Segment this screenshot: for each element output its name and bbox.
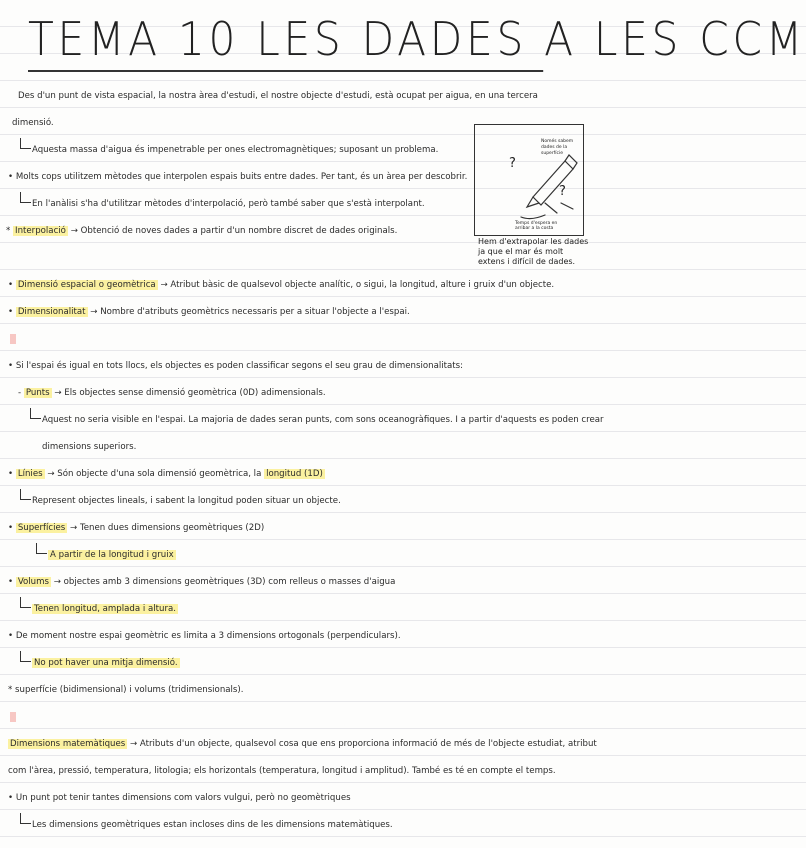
definition-punts: - Punts → Els objectes sense dimensió geomètrica (0D) adimensionals. [18,388,326,398]
text-line: Aquest no seria visible en l'espai. La majoria de dades seran punts, com sons oceanogràfiques. I a partir d'aquests es poden crear [42,415,604,425]
text-line: No pot haver una mitja dimensió. [34,658,178,668]
arrow-hook-icon [20,489,31,500]
term-highlight: Dimensionalitat [17,307,86,317]
term-highlight: longitud (1D) [266,469,323,479]
arrow-hook-icon [20,813,31,824]
arrow-hook-icon [20,192,31,203]
bullet-line: • De moment nostre espai geomètric es limita a 3 dimensions ortogonals (perpendiculars). [8,631,401,641]
text-line: dimensions superiors. [42,442,137,452]
text-line: Represent objectes lineals, i sabent la longitud poden situar un objecte. [32,496,341,506]
text-line: * superfície (bidimensional) i volums (tridimensionals). [8,685,244,695]
figure-caption: Hem d'extrapolar les dades ja que el mar és molt extens i difícil de dades. [478,237,589,266]
section-heading [10,333,16,345]
text-line: Aquesta massa d'aigua és impenetrable per ones electromagnètiques; suposant un problema. [32,145,439,155]
arrow-hook-icon [36,543,47,554]
arrow-hook-icon [30,408,41,419]
definition-dimensio-espacial: • Dimensió espacial o geomètrica → Atribut bàsic de qualsevol objecte analític, o sigui, la longitud, alture i gruix d'un objecte. [8,280,555,290]
section-heading [10,711,16,723]
bullet-line: • Un punt pot tenir tantes dimensions com valors vulgui, però no geomètriques [8,793,351,803]
term-highlight: Punts [25,388,50,398]
arrow-hook-icon [20,138,31,149]
text-line: Les dimensions geomètriques estan incloses dins de les dimensions matemàtiques. [32,820,393,830]
text-line: dimensió. [12,118,54,128]
definition-interpolacio: * Interpolació → Obtenció de noves dades a partir d'un nombre discret de dades originals. [6,226,398,236]
term-highlight: Línies [17,469,43,479]
definition-volums: • Volums → objectes amb 3 dimensions geomètriques (3D) com relleus o masses d'aigua [8,577,396,587]
definition-superficies: • Superfícies → Tenen dues dimensions geomètriques (2D) [8,523,265,533]
figure-label: Només sabem dades de la superfície [541,139,574,156]
question-mark: ? [509,156,516,171]
definition-dimensionalitat: • Dimensionalitat → Nombre d'atributs geomètrics necessaris per a situar l'objecte a l'espai. [8,307,410,317]
term-highlight: Interpolació [15,226,66,236]
definition-dimensions-matematiques: Dimensions matemàtiques → Atributs d'un objecte, qualsevol cosa que ens proporciona informació de més de l'objecte estudiat, atribut [10,739,597,749]
text-line: A partir de la longitud i gruix [50,550,174,560]
page-title: TEMA 10 LES DADES A LES CCM [28,8,543,72]
term-highlight: Dimensions matemàtiques [10,739,126,749]
bullet-line: • Molts cops utilitzem mètodes que interpolen espais buits entre dades. Per tant, és un àrea per descobrir. [8,172,468,182]
text-line: com l'àrea, pressió, temperatura, litologia; els horizontals (temperatura, longitud i amplitud). També es té en compte el temps. [8,766,556,776]
term-highlight: Volums [17,577,49,587]
bullet-line: • Si l'espai és igual en tots llocs, els objectes es poden classificar segons el seu grau de dimensionalitats: [8,361,463,371]
term-highlight: Dimensió espacial o geomètrica [17,280,156,290]
term-highlight: Superfícies [17,523,66,533]
text-line: Tenen longitud, amplada i altura. [34,604,176,614]
definition-linies: • Línies → Són objecte d'una sola dimensió geomètrica, la longitud (1D) [8,469,323,479]
arrow-hook-icon [20,597,31,608]
figure-label: Temps d'espera en arribar a la costa [515,221,558,231]
text-line: Des d'un punt de vista espacial, la nostra àrea d'estudi, el nostre objecte d'estudi, està ocupat per aigua, en una tercera [18,91,538,101]
text-line: En l'anàlisi s'ha d'utilitzar mètodes d'interpolació, però també saber que s'està interpolant. [32,199,425,209]
figure-box [474,124,584,236]
question-mark: ? [559,184,566,199]
arrow-hook-icon [20,651,31,662]
